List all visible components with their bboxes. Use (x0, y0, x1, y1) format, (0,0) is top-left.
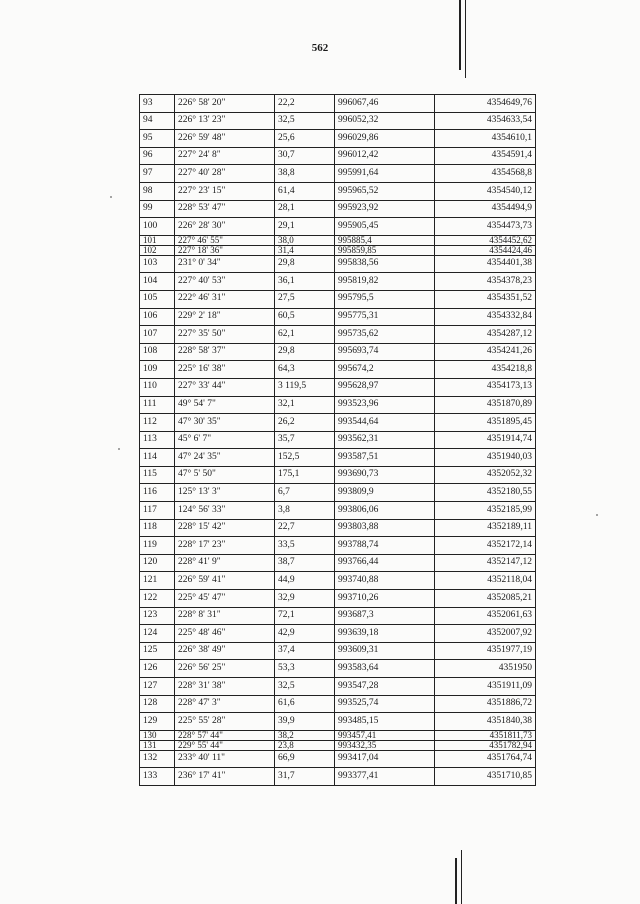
y-coordinate-cell: 4351840,38 (435, 713, 536, 731)
point-number-cell: 100 (140, 218, 175, 236)
distance-cell: 23,8 (275, 740, 335, 750)
binder-mark (455, 858, 457, 904)
distance-cell: 28,1 (275, 200, 335, 218)
bearing-cell: 236° 17' 41" (175, 768, 275, 786)
point-number-cell: 129 (140, 713, 175, 731)
y-coordinate-cell: 4351764,74 (435, 750, 536, 768)
table-row (140, 308, 536, 326)
bearing-cell: 227° 40' 53" (175, 273, 275, 291)
x-coordinate-cell: 993710,26 (335, 590, 435, 608)
bearing-cell: 124° 56' 33" (175, 502, 275, 520)
table-row (140, 713, 536, 731)
y-coordinate-cell: 4352189,11 (435, 519, 536, 537)
x-coordinate-cell: 993587,51 (335, 449, 435, 467)
y-coordinate-cell: 4354568,8 (435, 165, 536, 183)
bearing-cell: 225° 48' 46" (175, 625, 275, 643)
x-coordinate-cell: 993562,31 (335, 431, 435, 449)
point-number-cell: 104 (140, 273, 175, 291)
binder-mark (461, 850, 462, 904)
bearing-cell: 228° 47' 3" (175, 695, 275, 713)
y-coordinate-cell: 4352172,14 (435, 537, 536, 555)
table-row (140, 147, 536, 165)
distance-cell: 26,2 (275, 414, 335, 432)
bearing-cell: 228° 17' 23" (175, 537, 275, 555)
x-coordinate-cell: 993583,64 (335, 660, 435, 678)
table-row (140, 740, 536, 750)
binder-mark (459, 0, 461, 70)
binder-mark (465, 0, 466, 78)
x-coordinate-cell: 993377,41 (335, 768, 435, 786)
table-row (140, 678, 536, 696)
point-number-cell: 96 (140, 147, 175, 165)
distance-cell: 31,7 (275, 768, 335, 786)
bearing-cell: 227° 24' 8" (175, 147, 275, 165)
point-number-cell: 120 (140, 554, 175, 572)
distance-cell: 38,2 (275, 730, 335, 740)
point-number-cell: 95 (140, 130, 175, 148)
table-row (140, 484, 536, 502)
bearing-cell: 227° 46' 55" (175, 235, 275, 245)
point-number-cell: 130 (140, 730, 175, 740)
point-number-cell: 98 (140, 182, 175, 200)
distance-cell: 64,3 (275, 361, 335, 379)
bearing-cell: 227° 18' 36" (175, 245, 275, 255)
point-number-cell: 106 (140, 308, 175, 326)
point-number-cell: 102 (140, 245, 175, 255)
point-number-cell: 107 (140, 326, 175, 344)
distance-cell: 38,8 (275, 165, 335, 183)
distance-cell: 3,8 (275, 502, 335, 520)
point-number-cell: 97 (140, 165, 175, 183)
bearing-cell: 45° 6' 7" (175, 431, 275, 449)
point-number-cell: 105 (140, 290, 175, 308)
y-coordinate-cell: 4351895,45 (435, 414, 536, 432)
point-number-cell: 127 (140, 678, 175, 696)
distance-cell: 31,4 (275, 245, 335, 255)
scan-speck (118, 448, 120, 450)
point-number-cell: 103 (140, 255, 175, 273)
x-coordinate-cell: 995674,2 (335, 361, 435, 379)
table-row (140, 590, 536, 608)
table-row (140, 165, 536, 183)
table-row (140, 660, 536, 678)
point-number-cell: 132 (140, 750, 175, 768)
bearing-cell: 227° 35' 50" (175, 326, 275, 344)
x-coordinate-cell: 995735,62 (335, 326, 435, 344)
point-number-cell: 111 (140, 396, 175, 414)
y-coordinate-cell: 4354173,13 (435, 378, 536, 396)
x-coordinate-cell: 995905,45 (335, 218, 435, 236)
y-coordinate-cell: 4351914,74 (435, 431, 536, 449)
table-row (140, 695, 536, 713)
x-coordinate-cell: 993544,64 (335, 414, 435, 432)
bearing-cell: 47° 24' 35" (175, 449, 275, 467)
y-coordinate-cell: 4352085,21 (435, 590, 536, 608)
bearing-cell: 226° 38' 49" (175, 642, 275, 660)
distance-cell: 29,1 (275, 218, 335, 236)
y-coordinate-cell: 4351977,19 (435, 642, 536, 660)
distance-cell: 61,6 (275, 695, 335, 713)
table-row (140, 502, 536, 520)
bearing-cell: 125° 13' 3" (175, 484, 275, 502)
table-row (140, 290, 536, 308)
bearing-cell: 47° 5' 50" (175, 466, 275, 484)
bearing-cell: 228° 58' 37" (175, 343, 275, 361)
coordinates-table-body (140, 95, 536, 786)
bearing-cell: 228° 8' 31" (175, 607, 275, 625)
distance-cell: 27,5 (275, 290, 335, 308)
y-coordinate-cell: 4351886,72 (435, 695, 536, 713)
x-coordinate-cell: 995923,92 (335, 200, 435, 218)
y-coordinate-cell: 4354649,76 (435, 95, 536, 113)
distance-cell: 32,9 (275, 590, 335, 608)
bearing-cell: 226° 59' 41" (175, 572, 275, 590)
table-row (140, 343, 536, 361)
x-coordinate-cell: 995628,97 (335, 378, 435, 396)
distance-cell: 32,1 (275, 396, 335, 414)
y-coordinate-cell: 4354610,1 (435, 130, 536, 148)
table-row (140, 768, 536, 786)
bearing-cell: 226° 59' 48" (175, 130, 275, 148)
bearing-cell: 226° 28' 30" (175, 218, 275, 236)
distance-cell: 32,5 (275, 112, 335, 130)
point-number-cell: 118 (140, 519, 175, 537)
point-number-cell: 124 (140, 625, 175, 643)
table-row (140, 730, 536, 740)
x-coordinate-cell: 993609,31 (335, 642, 435, 660)
bearing-cell: 228° 57' 44" (175, 730, 275, 740)
point-number-cell: 94 (140, 112, 175, 130)
bearing-cell: 226° 58' 20" (175, 95, 275, 113)
bearing-cell: 225° 45' 47" (175, 590, 275, 608)
x-coordinate-cell: 993766,44 (335, 554, 435, 572)
table-row (140, 245, 536, 255)
y-coordinate-cell: 4354633,54 (435, 112, 536, 130)
distance-cell: 53,3 (275, 660, 335, 678)
y-coordinate-cell: 4354218,8 (435, 361, 536, 379)
bearing-cell: 225° 16' 38" (175, 361, 275, 379)
point-number-cell: 117 (140, 502, 175, 520)
bearing-cell: 225° 55' 28" (175, 713, 275, 731)
bearing-cell: 47° 30' 35" (175, 414, 275, 432)
distance-cell: 39,9 (275, 713, 335, 731)
y-coordinate-cell: 4354494,9 (435, 200, 536, 218)
coordinates-table (139, 94, 536, 786)
distance-cell: 37,4 (275, 642, 335, 660)
bearing-cell: 233° 40' 11" (175, 750, 275, 768)
x-coordinate-cell: 993690,73 (335, 466, 435, 484)
table-row (140, 326, 536, 344)
x-coordinate-cell: 995775,31 (335, 308, 435, 326)
point-number-cell: 112 (140, 414, 175, 432)
point-number-cell: 122 (140, 590, 175, 608)
point-number-cell: 121 (140, 572, 175, 590)
distance-cell: 22,7 (275, 519, 335, 537)
y-coordinate-cell: 4354401,38 (435, 255, 536, 273)
y-coordinate-cell: 4352185,99 (435, 502, 536, 520)
x-coordinate-cell: 995693,74 (335, 343, 435, 361)
x-coordinate-cell: 996029,86 (335, 130, 435, 148)
point-number-cell: 116 (140, 484, 175, 502)
table-row (140, 130, 536, 148)
y-coordinate-cell: 4354424,46 (435, 245, 536, 255)
distance-cell: 66,9 (275, 750, 335, 768)
table-row (140, 519, 536, 537)
bearing-cell: 228° 41' 9" (175, 554, 275, 572)
x-coordinate-cell: 995795,5 (335, 290, 435, 308)
table-row (140, 449, 536, 467)
table-row (140, 572, 536, 590)
x-coordinate-cell: 993432,35 (335, 740, 435, 750)
y-coordinate-cell: 4354378,23 (435, 273, 536, 291)
bearing-cell: 222° 46' 31" (175, 290, 275, 308)
table-row (140, 750, 536, 768)
table-row (140, 466, 536, 484)
x-coordinate-cell: 993687,3 (335, 607, 435, 625)
bearing-cell: 226° 13' 23" (175, 112, 275, 130)
x-coordinate-cell: 993523,96 (335, 396, 435, 414)
table-row (140, 182, 536, 200)
y-coordinate-cell: 4351870,89 (435, 396, 536, 414)
distance-cell: 36,1 (275, 273, 335, 291)
bearing-cell: 229° 55' 44" (175, 740, 275, 750)
table-row (140, 414, 536, 432)
table-row (140, 554, 536, 572)
y-coordinate-cell: 4351950 (435, 660, 536, 678)
x-coordinate-cell: 995885,4 (335, 235, 435, 245)
point-number-cell: 131 (140, 740, 175, 750)
distance-cell: 32,5 (275, 678, 335, 696)
distance-cell: 22,2 (275, 95, 335, 113)
x-coordinate-cell: 993806,06 (335, 502, 435, 520)
x-coordinate-cell: 996052,32 (335, 112, 435, 130)
table-row (140, 361, 536, 379)
y-coordinate-cell: 4352118,04 (435, 572, 536, 590)
y-coordinate-cell: 4352061,63 (435, 607, 536, 625)
point-number-cell: 119 (140, 537, 175, 555)
x-coordinate-cell: 993485,15 (335, 713, 435, 731)
table-row (140, 431, 536, 449)
point-number-cell: 108 (140, 343, 175, 361)
point-number-cell: 123 (140, 607, 175, 625)
point-number-cell: 133 (140, 768, 175, 786)
bearing-cell: 227° 33' 44" (175, 378, 275, 396)
y-coordinate-cell: 4351911,09 (435, 678, 536, 696)
table-row (140, 255, 536, 273)
y-coordinate-cell: 4354351,52 (435, 290, 536, 308)
bearing-cell: 229° 2' 18" (175, 308, 275, 326)
distance-cell: 44,9 (275, 572, 335, 590)
point-number-cell: 101 (140, 235, 175, 245)
x-coordinate-cell: 993547,28 (335, 678, 435, 696)
y-coordinate-cell: 4354287,12 (435, 326, 536, 344)
table-row (140, 218, 536, 236)
table-row (140, 396, 536, 414)
table-row (140, 95, 536, 113)
point-number-cell: 128 (140, 695, 175, 713)
distance-cell: 152,5 (275, 449, 335, 467)
bearing-cell: 228° 31' 38" (175, 678, 275, 696)
x-coordinate-cell: 995991,64 (335, 165, 435, 183)
point-number-cell: 114 (140, 449, 175, 467)
point-number-cell: 126 (140, 660, 175, 678)
table-row (140, 642, 536, 660)
x-coordinate-cell: 995838,56 (335, 255, 435, 273)
distance-cell: 25,6 (275, 130, 335, 148)
x-coordinate-cell: 993809,9 (335, 484, 435, 502)
y-coordinate-cell: 4352147,12 (435, 554, 536, 572)
distance-cell: 33,5 (275, 537, 335, 555)
page-number: 562 (311, 42, 329, 54)
distance-cell: 60,5 (275, 308, 335, 326)
y-coordinate-cell: 4352007,92 (435, 625, 536, 643)
distance-cell: 38,7 (275, 554, 335, 572)
distance-cell: 30,7 (275, 147, 335, 165)
x-coordinate-cell: 995965,52 (335, 182, 435, 200)
table-row (140, 200, 536, 218)
distance-cell: 3 119,5 (275, 378, 335, 396)
bearing-cell: 228° 53' 47" (175, 200, 275, 218)
bearing-cell: 49° 54' 7" (175, 396, 275, 414)
distance-cell: 175,1 (275, 466, 335, 484)
table-row (140, 235, 536, 245)
point-number-cell: 125 (140, 642, 175, 660)
table-row (140, 112, 536, 130)
bearing-cell: 231° 0' 34" (175, 255, 275, 273)
y-coordinate-cell: 4351940,03 (435, 449, 536, 467)
point-number-cell: 109 (140, 361, 175, 379)
y-coordinate-cell: 4354540,12 (435, 182, 536, 200)
y-coordinate-cell: 4351811,73 (435, 730, 536, 740)
table-row (140, 625, 536, 643)
table-row (140, 273, 536, 291)
distance-cell: 35,7 (275, 431, 335, 449)
distance-cell: 42,9 (275, 625, 335, 643)
bearing-cell: 226° 56' 25" (175, 660, 275, 678)
x-coordinate-cell: 993525,74 (335, 695, 435, 713)
y-coordinate-cell: 4352180,55 (435, 484, 536, 502)
distance-cell: 72,1 (275, 607, 335, 625)
distance-cell: 6,7 (275, 484, 335, 502)
table-row (140, 378, 536, 396)
distance-cell: 29,8 (275, 255, 335, 273)
point-number-cell: 93 (140, 95, 175, 113)
x-coordinate-cell: 996012,42 (335, 147, 435, 165)
distance-cell: 38,0 (275, 235, 335, 245)
x-coordinate-cell: 993740,88 (335, 572, 435, 590)
x-coordinate-cell: 995859,85 (335, 245, 435, 255)
y-coordinate-cell: 4354332,84 (435, 308, 536, 326)
distance-cell: 29,8 (275, 343, 335, 361)
bearing-cell: 228° 15' 42" (175, 519, 275, 537)
x-coordinate-cell: 993639,18 (335, 625, 435, 643)
y-coordinate-cell: 4354473,73 (435, 218, 536, 236)
x-coordinate-cell: 996067,46 (335, 95, 435, 113)
point-number-cell: 115 (140, 466, 175, 484)
table-row (140, 607, 536, 625)
bearing-cell: 227° 23' 15" (175, 182, 275, 200)
y-coordinate-cell: 4351782,94 (435, 740, 536, 750)
y-coordinate-cell: 4354591,4 (435, 147, 536, 165)
y-coordinate-cell: 4352052,32 (435, 466, 536, 484)
bearing-cell: 227° 40' 28" (175, 165, 275, 183)
y-coordinate-cell: 4354452,62 (435, 235, 536, 245)
point-number-cell: 99 (140, 200, 175, 218)
scan-speck (110, 196, 112, 198)
x-coordinate-cell: 993457,41 (335, 730, 435, 740)
point-number-cell: 110 (140, 378, 175, 396)
point-number-cell: 113 (140, 431, 175, 449)
table-row (140, 537, 536, 555)
y-coordinate-cell: 4354241,26 (435, 343, 536, 361)
x-coordinate-cell: 993803,88 (335, 519, 435, 537)
x-coordinate-cell: 993788,74 (335, 537, 435, 555)
y-coordinate-cell: 4351710,85 (435, 768, 536, 786)
distance-cell: 62,1 (275, 326, 335, 344)
x-coordinate-cell: 995819,82 (335, 273, 435, 291)
scan-speck (596, 514, 598, 516)
x-coordinate-cell: 993417,04 (335, 750, 435, 768)
distance-cell: 61,4 (275, 182, 335, 200)
